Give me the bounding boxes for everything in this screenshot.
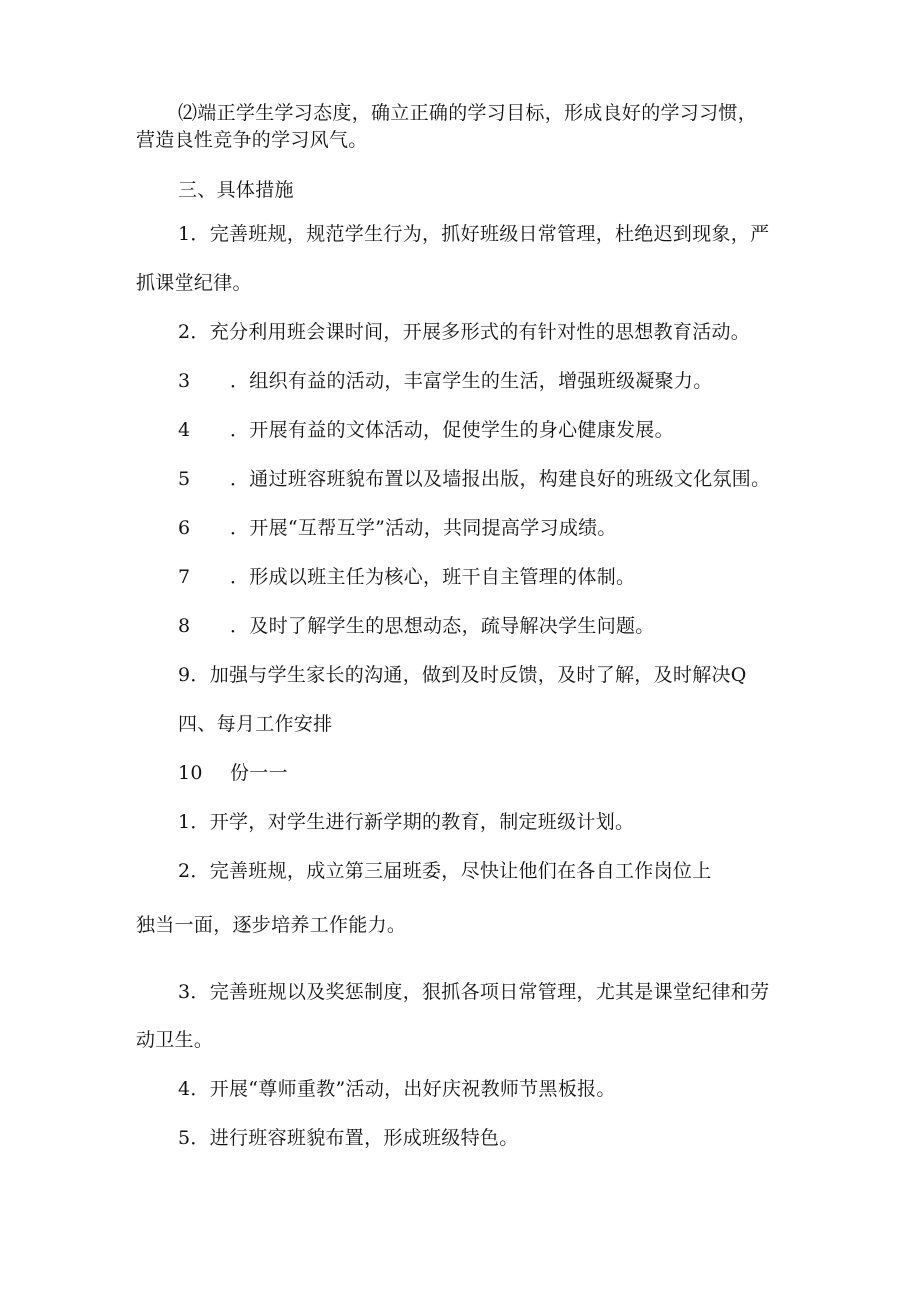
measure-2-text: ．充分利用班会课时间，开展多形式的有针对性的思想教育活动。 — [190, 321, 751, 343]
measure-4 — [178, 418, 674, 442]
month-heading — [178, 761, 288, 785]
measure-5-number: 5 — [178, 468, 191, 490]
section-3-heading: 三、具体措施 — [178, 179, 294, 201]
task-1-number: 1 — [178, 811, 191, 833]
measure-3-number: 3 — [178, 370, 191, 392]
measure-9-text: ．加强与学生家长的沟通，做到及时反馈，及时了解，及时解决Q — [190, 664, 747, 686]
measure-9 — [178, 663, 747, 687]
measure-5-text: ．通过班容班貌布置以及墙报出版，构建良好的班级文化氛围。 — [230, 468, 771, 490]
measure-4-number: 4 — [178, 419, 191, 441]
paragraph-2-line-2: 营造良性竞争的学习风气。 — [136, 129, 368, 151]
task-2 — [178, 859, 712, 883]
task-5 — [178, 1126, 519, 1150]
measure-7-number: 7 — [178, 566, 191, 588]
measure-6 — [178, 516, 617, 540]
measure-7-text: ．形成以班主任为核心，班干自主管理的体制。 — [230, 566, 636, 588]
task-4 — [178, 1077, 616, 1101]
task-5-text: ．进行班容班貌布置，形成班级特色。 — [190, 1127, 519, 1149]
measure-1 — [178, 222, 769, 246]
measure-9-number: 9 — [178, 664, 191, 686]
measure-6-number: 6 — [178, 517, 191, 539]
measure-8-text: ．及时了解学生的思想动态，疏导解决学生问题。 — [230, 615, 655, 637]
task-4-number: 4 — [178, 1078, 191, 1100]
task-3 — [178, 980, 769, 1004]
measure-1-text: ．完善班规，规范学生行为，抓好班级日常管理，杜绝迟到现象，严 — [190, 223, 770, 245]
task-2-continued: 独当一面，逐步培养工作能力。 — [136, 914, 407, 936]
task-1-text: ．开学，对学生进行新学期的教育，制定班级计划。 — [190, 811, 635, 833]
task-3-number: 3 — [178, 981, 191, 1003]
task-2-number: 2 — [178, 860, 191, 882]
paragraph-2-line-1: ⑵端正学生学习态度，确立正确的学习目标，形成良好的学习习惯， — [178, 102, 758, 124]
task-3-text: ．完善班规以及奖惩制度，狠抓各项日常管理，尤其是课堂纪律和劳 — [190, 981, 770, 1003]
task-2-text: ．完善班规，成立第三届班委，尽快让他们在各自工作岗位上 — [190, 860, 712, 882]
measure-6-text: ．开展“互帮互学”活动，共同提高学习成绩。 — [230, 517, 617, 539]
measure-4-text: ．开展有益的文体活动，促使学生的身心健康发展。 — [230, 419, 674, 441]
measure-2 — [178, 320, 750, 344]
month-text: 份一一 — [230, 762, 288, 784]
measure-5 — [178, 467, 770, 491]
section-4-heading: 四、每月工作安排 — [178, 713, 333, 735]
task-1 — [178, 810, 634, 834]
measure-8 — [178, 614, 655, 638]
measure-8-number: 8 — [178, 615, 191, 637]
measure-7 — [178, 565, 635, 589]
measure-3 — [178, 369, 713, 393]
measure-3-text: ．组织有益的活动，丰富学生的生活，增强班级凝聚力。 — [230, 370, 713, 392]
month-number: 10 — [178, 762, 203, 784]
task-4-text: ．开展“尊师重教”活动，出好庆祝教师节黑板报。 — [190, 1078, 616, 1100]
task-5-number: 5 — [178, 1127, 191, 1149]
measure-1-continued: 抓课堂纪律。 — [136, 272, 252, 294]
task-3-continued: 动卫生。 — [136, 1029, 214, 1051]
measure-2-number: 2 — [178, 321, 191, 343]
measure-1-number: 1 — [178, 223, 191, 245]
